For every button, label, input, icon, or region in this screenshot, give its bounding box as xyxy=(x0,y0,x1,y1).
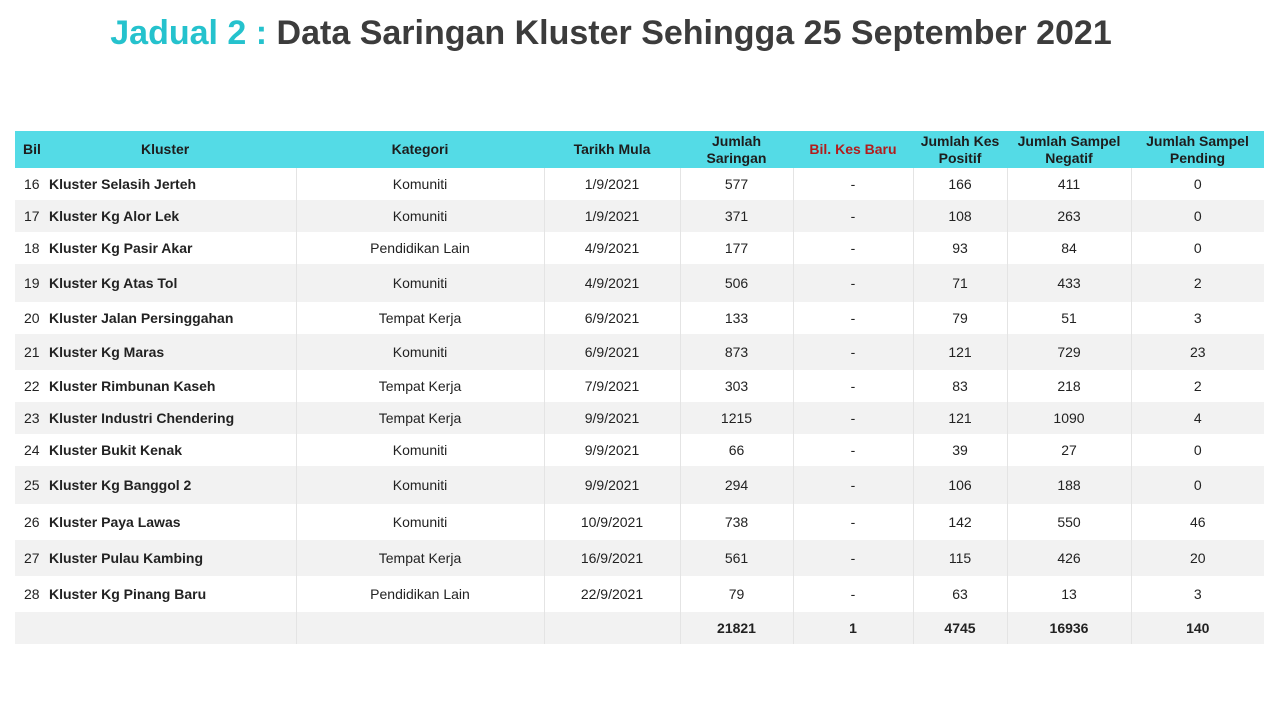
cell-kategori: Komuniti xyxy=(296,264,544,302)
cell-bil-kluster xyxy=(15,264,296,302)
cell-pending: 23 xyxy=(1131,334,1264,370)
cell-positif: 39 xyxy=(913,434,1007,466)
cell-bil-kluster xyxy=(15,302,296,334)
cell-saringan: 1215 xyxy=(680,402,793,434)
cell-positif: 121 xyxy=(913,402,1007,434)
cell-kluster: Kluster Pulau Kambing xyxy=(49,550,204,566)
table-row xyxy=(15,540,1264,576)
cell-saringan: 294 xyxy=(680,466,793,504)
table-header-row xyxy=(15,131,1264,168)
cell-saringan: 873 xyxy=(680,334,793,370)
cell-tarikh: 9/9/2021 xyxy=(544,402,680,434)
table-row xyxy=(15,334,1264,370)
cluster-table xyxy=(15,131,1264,644)
cell-pending: 3 xyxy=(1131,576,1264,612)
cell-positif: 142 xyxy=(913,504,1007,540)
cell-negatif: 84 xyxy=(1007,232,1131,264)
totals-empty-cell xyxy=(544,612,680,644)
table-body xyxy=(15,168,1264,644)
table-row xyxy=(15,504,1264,540)
cell-kluster: Kluster Bukit Kenak xyxy=(49,442,183,458)
cell-kes-baru: - xyxy=(793,466,913,504)
totals-row xyxy=(15,612,1264,644)
cell-kes-baru: - xyxy=(793,576,913,612)
cell-tarikh: 6/9/2021 xyxy=(544,334,680,370)
title-main: Data Saringan Kluster Sehingga 25 September 2021 xyxy=(276,14,1112,52)
header-kategori: Kategori xyxy=(296,131,544,168)
cell-kategori: Tempat Kerja xyxy=(296,540,544,576)
cell-kes-baru: - xyxy=(793,370,913,402)
cell-saringan: 506 xyxy=(680,264,793,302)
header-kes-baru: Bil. Kes Baru xyxy=(793,131,913,168)
cell-bil: 22 xyxy=(24,378,40,394)
header-positif: Jumlah Kes Positif xyxy=(913,131,1007,168)
cell-positif: 106 xyxy=(913,466,1007,504)
table-row xyxy=(15,576,1264,612)
cell-positif: 115 xyxy=(913,540,1007,576)
cell-tarikh: 10/9/2021 xyxy=(544,504,680,540)
cell-negatif: 426 xyxy=(1007,540,1131,576)
cell-bil: 23 xyxy=(24,410,40,426)
table-row xyxy=(15,302,1264,334)
cell-kes-baru: - xyxy=(793,540,913,576)
cell-kes-baru: - xyxy=(793,402,913,434)
cell-tarikh: 1/9/2021 xyxy=(544,200,680,232)
cell-saringan: 79 xyxy=(680,576,793,612)
header-bil: Bil xyxy=(23,141,41,157)
cell-tarikh: 9/9/2021 xyxy=(544,466,680,504)
cell-tarikh: 16/9/2021 xyxy=(544,540,680,576)
cell-kes-baru: - xyxy=(793,232,913,264)
cell-bil: 18 xyxy=(24,240,40,256)
cell-kategori: Komuniti xyxy=(296,434,544,466)
table-row xyxy=(15,264,1264,302)
cell-pending: 20 xyxy=(1131,540,1264,576)
cell-pending: 4 xyxy=(1131,402,1264,434)
cell-bil-kluster xyxy=(15,200,296,232)
cell-positif: 79 xyxy=(913,302,1007,334)
total-kes-baru: 1 xyxy=(793,612,913,644)
cell-bil-kluster xyxy=(15,576,296,612)
cell-kluster: Kluster Kg Alor Lek xyxy=(49,208,180,224)
total-saringan: 21821 xyxy=(680,612,793,644)
cell-bil-kluster xyxy=(15,466,296,504)
totals-empty-cell xyxy=(15,612,296,644)
header-kluster: Kluster xyxy=(141,141,190,157)
cell-saringan: 133 xyxy=(680,302,793,334)
cell-negatif: 51 xyxy=(1007,302,1131,334)
cell-kes-baru: - xyxy=(793,302,913,334)
cell-kluster: Kluster Industri Chendering xyxy=(49,410,235,426)
total-positif: 4745 xyxy=(913,612,1007,644)
table-row xyxy=(15,402,1264,434)
cell-kluster: Kluster Kg Pasir Akar xyxy=(49,240,193,256)
cell-negatif: 27 xyxy=(1007,434,1131,466)
cell-bil-kluster xyxy=(15,434,296,466)
cell-kategori: Tempat Kerja xyxy=(296,370,544,402)
cell-negatif: 13 xyxy=(1007,576,1131,612)
cell-bil: 16 xyxy=(24,176,40,192)
cell-kes-baru: - xyxy=(793,334,913,370)
cell-bil-kluster xyxy=(15,232,296,264)
cell-bil-kluster xyxy=(15,504,296,540)
cell-bil: 25 xyxy=(24,477,40,493)
totals-empty-cell xyxy=(296,612,544,644)
header-tarikh: Tarikh Mula xyxy=(544,131,680,168)
cell-negatif: 433 xyxy=(1007,264,1131,302)
cell-kluster: Kluster Kg Banggol 2 xyxy=(49,477,192,493)
cell-negatif: 411 xyxy=(1007,168,1131,200)
cell-tarikh: 9/9/2021 xyxy=(544,434,680,466)
header-pending: Jumlah Sampel Pending xyxy=(1131,131,1264,168)
cell-kes-baru: - xyxy=(793,264,913,302)
cell-positif: 83 xyxy=(913,370,1007,402)
cell-bil-kluster xyxy=(15,370,296,402)
header-negatif: Jumlah Sampel Negatif xyxy=(1007,131,1131,168)
cell-kluster: Kluster Rimbunan Kaseh xyxy=(49,378,216,394)
cell-pending: 0 xyxy=(1131,466,1264,504)
cell-kategori: Tempat Kerja xyxy=(296,402,544,434)
cell-kluster: Kluster Kg Maras xyxy=(49,344,165,360)
cell-bil-kluster xyxy=(15,334,296,370)
total-pending: 140 xyxy=(1131,612,1264,644)
cell-positif: 93 xyxy=(913,232,1007,264)
cell-pending: 0 xyxy=(1131,168,1264,200)
cell-kategori: Komuniti xyxy=(296,168,544,200)
cell-tarikh: 7/9/2021 xyxy=(544,370,680,402)
cell-kluster: Kluster Kg Atas Tol xyxy=(49,275,178,291)
cell-saringan: 577 xyxy=(680,168,793,200)
cell-negatif: 729 xyxy=(1007,334,1131,370)
cell-bil: 17 xyxy=(24,208,40,224)
cell-pending: 46 xyxy=(1131,504,1264,540)
table-row xyxy=(15,200,1264,232)
total-negatif: 16936 xyxy=(1007,612,1131,644)
cell-tarikh: 1/9/2021 xyxy=(544,168,680,200)
cell-pending: 2 xyxy=(1131,264,1264,302)
cell-bil-kluster xyxy=(15,402,296,434)
cell-kes-baru: - xyxy=(793,434,913,466)
cell-kluster: Kluster Jalan Persinggahan xyxy=(49,310,234,326)
cell-positif: 63 xyxy=(913,576,1007,612)
cell-saringan: 303 xyxy=(680,370,793,402)
cell-saringan: 738 xyxy=(680,504,793,540)
cell-bil: 27 xyxy=(24,550,40,566)
cell-pending: 0 xyxy=(1131,200,1264,232)
cell-positif: 166 xyxy=(913,168,1007,200)
cell-negatif: 263 xyxy=(1007,200,1131,232)
cell-pending: 0 xyxy=(1131,232,1264,264)
cell-kluster: Kluster Kg Pinang Baru xyxy=(49,586,207,602)
cell-kategori: Komuniti xyxy=(296,334,544,370)
cell-tarikh: 6/9/2021 xyxy=(544,302,680,334)
cell-negatif: 188 xyxy=(1007,466,1131,504)
cell-negatif: 218 xyxy=(1007,370,1131,402)
cell-kluster: Kluster Paya Lawas xyxy=(49,514,181,530)
cell-bil: 24 xyxy=(24,442,40,458)
cell-saringan: 371 xyxy=(680,200,793,232)
cell-pending: 0 xyxy=(1131,434,1264,466)
cell-bil-kluster xyxy=(15,540,296,576)
cell-bil: 26 xyxy=(24,514,40,530)
cell-bil: 19 xyxy=(24,275,40,291)
cell-positif: 71 xyxy=(913,264,1007,302)
cell-tarikh: 22/9/2021 xyxy=(544,576,680,612)
table-row xyxy=(15,232,1264,264)
cell-bil: 20 xyxy=(24,310,40,326)
table-row xyxy=(15,370,1264,402)
cell-kes-baru: - xyxy=(793,200,913,232)
table-row xyxy=(15,466,1264,504)
cell-kategori: Tempat Kerja xyxy=(296,302,544,334)
cell-kategori: Komuniti xyxy=(296,466,544,504)
cell-saringan: 66 xyxy=(680,434,793,466)
table-row xyxy=(15,168,1264,200)
cell-positif: 108 xyxy=(913,200,1007,232)
table-row xyxy=(15,434,1264,466)
cell-kategori: Pendidikan Lain xyxy=(296,232,544,264)
header-saringan: Jumlah Saringan xyxy=(680,131,793,168)
page-title xyxy=(0,14,1222,53)
cell-positif: 121 xyxy=(913,334,1007,370)
cell-tarikh: 4/9/2021 xyxy=(544,264,680,302)
header-bil-kluster xyxy=(15,131,296,168)
cell-negatif: 1090 xyxy=(1007,402,1131,434)
cell-saringan: 561 xyxy=(680,540,793,576)
cell-pending: 2 xyxy=(1131,370,1264,402)
cell-kategori: Pendidikan Lain xyxy=(296,576,544,612)
cell-bil-kluster xyxy=(15,168,296,200)
cell-kes-baru: - xyxy=(793,504,913,540)
cell-bil: 21 xyxy=(24,344,40,360)
cell-kategori: Komuniti xyxy=(296,200,544,232)
title-prefix: Jadual 2 : xyxy=(110,14,268,52)
cell-kategori: Komuniti xyxy=(296,504,544,540)
cell-saringan: 177 xyxy=(680,232,793,264)
cell-bil: 28 xyxy=(24,586,40,602)
cell-negatif: 550 xyxy=(1007,504,1131,540)
cell-kluster: Kluster Selasih Jerteh xyxy=(49,176,197,192)
cell-kes-baru: - xyxy=(793,168,913,200)
cell-pending: 3 xyxy=(1131,302,1264,334)
cell-tarikh: 4/9/2021 xyxy=(544,232,680,264)
